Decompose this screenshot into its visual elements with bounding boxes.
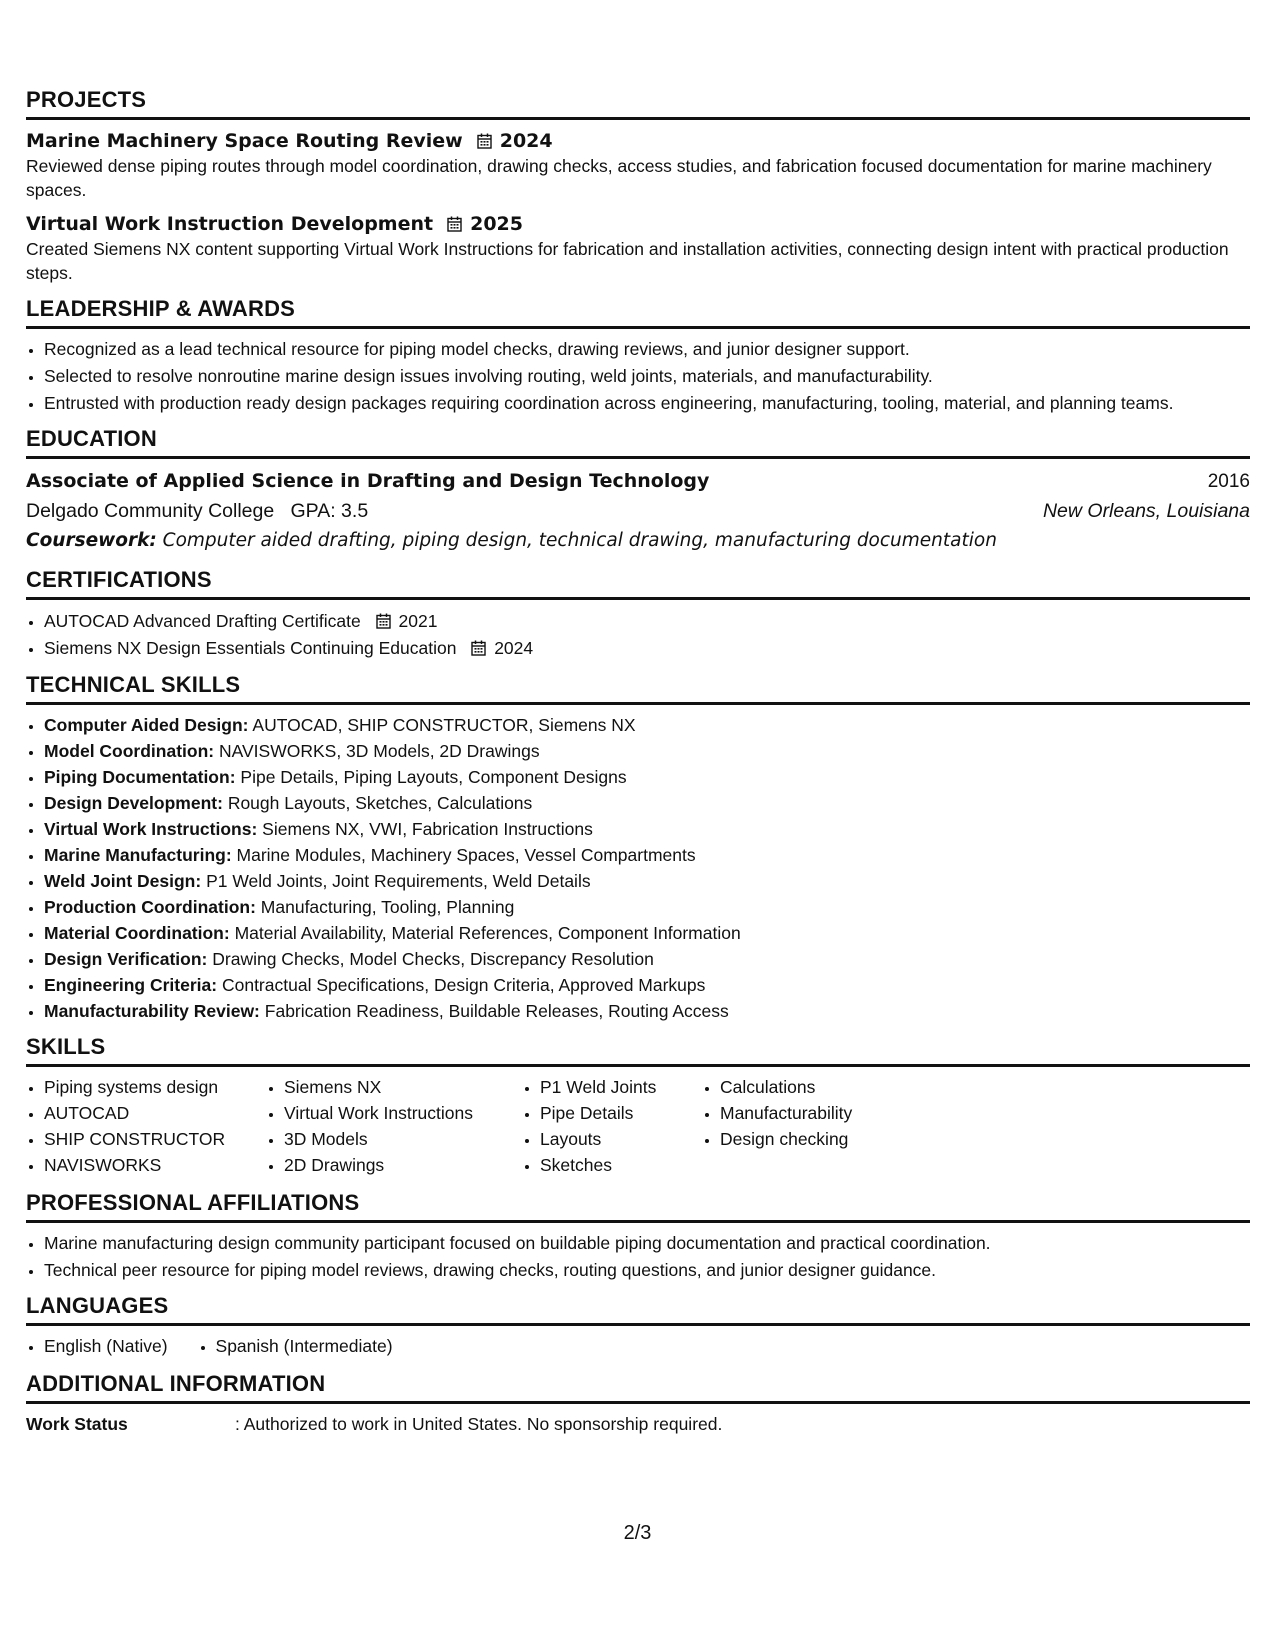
skill-value: Material Availability, Material References, Component Information (234, 923, 741, 943)
skill-label: Production Coordination: (44, 897, 256, 917)
education-section (26, 427, 1250, 556)
project-description: Reviewed dense piping routes through model coordination, drawing checks, access studies, and fabrication focused documentation for marine machinery spaces. (26, 156, 1212, 200)
education-heading: EDUCATION (26, 427, 1250, 459)
list-item: • Piping systems design (44, 1075, 266, 1099)
list-item (44, 973, 1250, 997)
work-status-value: : Authorized to work in United States. No sponsorship required. (235, 1414, 723, 1434)
coursework-text: Computer aided drafting, piping design, technical drawing, manufacturing documentation (162, 530, 997, 551)
list-item: • Selected to resolve nonroutine marine design issues involving routing, weld joints, materials, and manufacturability. (44, 364, 1250, 388)
technical-skills-list (26, 713, 1250, 1023)
list-item: • SHIP CONSTRUCTOR (44, 1127, 266, 1151)
list-item (44, 895, 1250, 919)
additional-info-heading: ADDITIONAL INFORMATION (26, 1372, 1250, 1404)
certifications-heading: CERTIFICATIONS (26, 568, 1250, 600)
leadership-section (26, 297, 1250, 415)
skills-section (26, 1035, 1250, 1179)
technical-skills-heading: TECHNICAL SKILLS (26, 673, 1250, 705)
skill-label: Piping Documentation: (44, 767, 236, 787)
work-status-label: Work Status (26, 1414, 128, 1434)
additional-info-section (26, 1372, 1250, 1436)
leadership-heading: LEADERSHIP & AWARDS (26, 297, 1250, 329)
skills-column (26, 1075, 266, 1179)
skill-label: Weld Joint Design: (44, 871, 202, 891)
skill-value: Pipe Details, Piping Layouts, Component Designs (240, 767, 627, 787)
calendar-icon (471, 640, 486, 656)
skill-label: Marine Manufacturing: (44, 845, 232, 865)
skill-value: Rough Layouts, Sketches, Calculations (227, 793, 533, 813)
languages-list (26, 1334, 1250, 1360)
list-item: • Design checking (720, 1127, 920, 1151)
calendar-icon (447, 216, 462, 232)
affiliations-section (26, 1191, 1250, 1282)
school-line (26, 496, 368, 526)
project-name: Marine Machinery Space Routing Review (26, 130, 463, 152)
skill-value: Manufacturing, Tooling, Planning (260, 897, 515, 917)
list-item (44, 947, 1250, 971)
skill-value: NAVISWORKS, 3D Models, 2D Drawings (219, 741, 540, 761)
list-item: • Sketches (540, 1153, 702, 1177)
skill-label: Design Development: (44, 793, 223, 813)
gpa: GPA: 3.5 (290, 500, 369, 522)
list-item (44, 869, 1250, 893)
certifications-section (26, 568, 1250, 661)
affiliations-list (26, 1231, 1250, 1282)
affiliations-heading: PROFESSIONAL AFFILIATIONS (26, 1191, 1250, 1223)
skill-value: Marine Modules, Machinery Spaces, Vessel Compartments (236, 845, 696, 865)
project-item (26, 128, 1250, 202)
projects-section (26, 88, 1250, 285)
education-degree-row (26, 467, 1250, 496)
list-item (44, 765, 1250, 789)
list-item: • Marine manufacturing design community participant focused on buildable piping documentation and practical coordination. (44, 1231, 1250, 1255)
certification-year: 2024 (494, 638, 534, 658)
certification-name: AUTOCAD Advanced Drafting Certificate (44, 611, 361, 631)
skills-column (522, 1075, 702, 1179)
project-item (26, 211, 1250, 285)
languages-section (26, 1294, 1250, 1360)
list-item: • NAVISWORKS (44, 1153, 266, 1177)
skill-label: Computer Aided Design: (44, 715, 249, 735)
list-item (44, 999, 1250, 1023)
school-name: Delgado Community College (26, 500, 275, 522)
skill-value: Drawing Checks, Model Checks, Discrepancy Resolution (212, 949, 654, 969)
skill-label: Manufacturability Review: (44, 1001, 260, 1021)
list-item: • Layouts (540, 1127, 702, 1151)
list-item (44, 713, 1250, 737)
technical-skills-section (26, 673, 1250, 1023)
list-item: • Recognized as a lead technical resource for piping model checks, drawing reviews, and junior designer support. (44, 337, 1250, 361)
list-item: • AUTOCAD (44, 1101, 266, 1125)
list-item (44, 921, 1250, 945)
skill-value: Contractual Specifications, Design Criteria, Approved Markups (221, 975, 706, 995)
project-header (26, 128, 1250, 154)
list-item: • Spanish (Intermediate) (216, 1334, 393, 1358)
certification-year: 2021 (398, 611, 438, 631)
list-item: • Technical peer resource for piping model reviews, drawing checks, routing questions, and junior designer guidance. (44, 1258, 1250, 1282)
coursework-label: Coursework: (26, 530, 157, 551)
list-item: • Siemens NX (284, 1075, 522, 1099)
school-location: New Orleans, Louisiana (1042, 500, 1250, 522)
work-status-row (26, 1412, 1250, 1436)
project-header (26, 211, 1250, 237)
calendar-icon (477, 133, 492, 149)
list-item (44, 791, 1250, 815)
project-name: Virtual Work Instruction Development (26, 213, 434, 235)
skill-label: Virtual Work Instructions: (44, 819, 258, 839)
list-item: • Pipe Details (540, 1101, 702, 1125)
leadership-list (26, 337, 1250, 415)
graduation-year: 2016 (1207, 471, 1250, 492)
list-item: • Calculations (720, 1075, 920, 1099)
list-item: • Manufacturability (720, 1101, 920, 1125)
calendar-icon (376, 613, 391, 629)
education-school-row (26, 496, 1250, 526)
list-item (44, 817, 1250, 841)
languages-heading: LANGUAGES (26, 1294, 1250, 1326)
degree-name: Associate of Applied Science in Drafting and Design Technology (26, 470, 710, 492)
project-year: 2025 (470, 213, 523, 235)
skill-value: AUTOCAD, SHIP CONSTRUCTOR, Siemens NX (252, 715, 636, 735)
skill-label: Material Coordination: (44, 923, 230, 943)
coursework (26, 526, 1250, 556)
skills-column (266, 1075, 522, 1179)
list-item (44, 739, 1250, 763)
list-item: • Virtual Work Instructions (284, 1101, 522, 1125)
list-item: • Entrusted with production ready design packages requiring coordination across engineering, manufacturing, tooling, material, and planning teams. (44, 391, 1250, 415)
certification-name: Siemens NX Design Essentials Continuing Education (44, 638, 457, 658)
skill-value: Siemens NX, VWI, Fabrication Instructions (262, 819, 593, 839)
page-number: 2/3 (623, 1522, 652, 1544)
list-item: • P1 Weld Joints (540, 1075, 702, 1099)
skills-heading: SKILLS (26, 1035, 1250, 1067)
project-year: 2024 (499, 130, 553, 152)
skill-label: Engineering Criteria: (44, 975, 218, 995)
skill-value: Fabrication Readiness, Buildable Releases, Routing Access (264, 1001, 729, 1021)
skills-columns (26, 1075, 1250, 1179)
resume-page (26, 88, 1250, 1448)
certifications-list (26, 608, 1250, 661)
list-item: • 3D Models (284, 1127, 522, 1151)
list-item: • English (Native) (44, 1334, 168, 1358)
project-description: Created Siemens NX content supporting Virtual Work Instructions for fabrication and installation activities, connecting design intent with practical production steps. (26, 239, 1229, 283)
skill-label: Model Coordination: (44, 741, 215, 761)
list-item: • 2D Drawings (284, 1153, 522, 1177)
skills-column (702, 1075, 920, 1179)
certification-item (44, 608, 1250, 634)
skill-value: P1 Weld Joints, Joint Requirements, Weld Details (206, 871, 591, 891)
projects-heading: PROJECTS (26, 88, 1250, 120)
list-item (44, 843, 1250, 867)
certification-item (44, 635, 1250, 661)
skill-label: Design Verification: (44, 949, 208, 969)
